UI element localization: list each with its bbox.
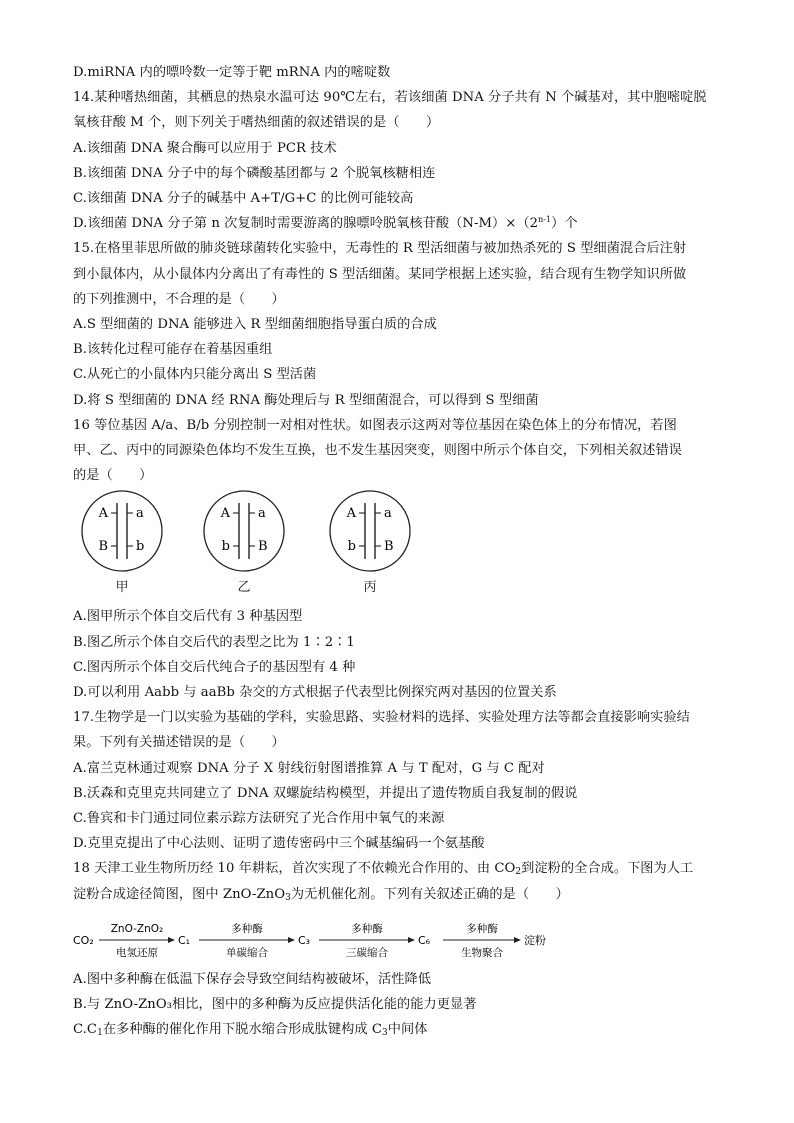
exam-page (73, 60, 723, 1043)
text-line: A.图中多种酶在低温下保存会导致空间结构被破坏，活性降低 (73, 971, 431, 987)
cell-name-label: 丙 (363, 580, 377, 596)
gene-label: b (136, 539, 145, 555)
catalyst-label: 多种酶 (466, 922, 498, 935)
cell-name-label: 甲 (115, 580, 129, 596)
text-line: D.克里克提出了中心法则、证明了遗传密码中三个碱基编码一个氨基酸 (73, 836, 485, 852)
arrow-head (168, 937, 175, 943)
cell-name-label: 乙 (237, 580, 251, 596)
arrow-head (514, 937, 521, 943)
text-line: C.该细菌 DNA 分子的碱基中 A+T/G+C 的比例可能较高 (73, 191, 414, 207)
cell-diagram (201, 488, 287, 596)
text-line: C.图丙所示个体自交后代纯合子的基因型有 4 种 (73, 659, 356, 675)
text-line: 16 等位基因 A/a、B/b 分别控制一对相对性状。如图表示这两对等位基因在染色体上的分布情况，若图 (73, 417, 677, 433)
text-line: D.miRNA 内的嘌呤数一定等于靶 mRNA 内的嘧啶数 (73, 65, 391, 80)
gene-label: a (384, 506, 392, 522)
question-16-17-options (73, 604, 723, 856)
cell-diagram (327, 488, 413, 596)
gene-label: b (347, 539, 356, 555)
arrow-head (288, 937, 295, 943)
gene-label: a (258, 506, 266, 522)
text-line: 氧核苷酸 M 个，则下列关于嗜热细菌的叙述错误的是（ ） (73, 115, 440, 131)
text-line: 的是（ ） (73, 468, 153, 484)
q18-option-c: $C.C_1$在多种酶的催化作用下脱水缩合形成肽键构成 $C_3$中间体 (73, 1022, 428, 1039)
process-label: 生物聚合 (461, 946, 503, 959)
pathway-product: C₁ (178, 933, 191, 947)
text-line: B.与 ZnO-ZnO₃相比，图中的多种酶为反应提供活化能的能力更显著 (73, 997, 477, 1013)
text-line: A.S 型细菌的 DNA 能够进入 R 型细菌细胞指导蛋白质的合成 (73, 317, 437, 333)
catalyst-label: 多种酶 (351, 922, 383, 935)
catalyst-label: 多种酶 (231, 922, 263, 935)
pathway-diagram (73, 913, 593, 965)
text-line: B.该转化过程可能存在着基因重组 (73, 342, 273, 358)
gene-label: B (384, 539, 394, 555)
cell-membrane (204, 491, 284, 571)
gene-label: a (136, 506, 144, 522)
q14-option-d: D.该细菌 DNA 分子第 n 次复制时需要游离的腺嘌呤脱氧核苷酸$(N-M)\times(2^{n-1})$个 (73, 215, 578, 232)
arrow-head (408, 937, 415, 943)
text-line: 果。下列有关描述错误的是（ ） (73, 735, 285, 751)
text-line: 的下列推测中，不合理的是（ ） (73, 291, 285, 307)
pathway-start: CO₂ (73, 933, 94, 947)
pathway-product: C₃ (298, 933, 311, 947)
text-line: 14.某种嗜热细菌，其栖息的热泉水温可达 90℃左右，若该细菌 DNA 分子共有 N 个碱基对，其中胞嘧啶脱 (73, 90, 707, 106)
gene-label: A (346, 506, 356, 522)
gene-label: b (221, 539, 230, 555)
chromosome-figure (73, 488, 723, 604)
starch-synthesis-pathway (73, 913, 723, 965)
gene-label: A (220, 506, 230, 522)
pathway-product: 淀粉 (524, 933, 546, 947)
question-15-16-block (73, 236, 723, 488)
cell-membrane (330, 491, 410, 571)
question-13-14-block (73, 60, 723, 211)
catalyst-label: ZnO-ZnO₂ (110, 922, 164, 935)
question-18-options (73, 967, 723, 1017)
text-line: D.可以利用 Aabb 与 aaBb 杂交的方式根据子代表型比例探究两对基因的位置关系 (73, 685, 557, 701)
text-line: A.该细菌 DNA 聚合酶可以应用于 PCR 技术 (73, 140, 337, 156)
q18-stem-line-2: 淀粉合成途径简图，图中 ZnO-ZnO$_3$为无机催化剂。下列有关叙述正确的是（ ） (73, 886, 569, 903)
process-label: 电氢还原 (116, 946, 158, 959)
text-line: C.鲁宾和卡门通过同位素示踪方法研究了光合作用中氧气的来源 (73, 811, 445, 827)
text-line: 甲、乙、丙中的同源染色体均不发生互换，也不发生基因突变，则图中所示个体自交，下列相关叙述错误 (73, 443, 682, 459)
text-line: B.该细菌 DNA 分子中的每个磷酸基团都与 2 个脱氧核糖相连 (73, 165, 436, 181)
process-label: 三碳缩合 (346, 946, 388, 959)
gene-label: B (258, 539, 268, 555)
pathway-product: C₆ (418, 933, 431, 947)
text-line: 17.生物学是一门以实验为基础的学科，实验思路、实验材料的选择、实验处理方法等都会直接影响实验结 (73, 710, 690, 726)
text-line: D.将 S 型细菌的 DNA 经 RNA 酶处理后与 R 型细菌混合，可以得到 S 型细菌 (73, 392, 539, 408)
cell-membrane (82, 491, 162, 571)
cell-diagram (79, 488, 165, 596)
q18-stem-line-1: 18 天津工业生物所历经 10 年耕耘，首次实现了不依赖光合作用的、由 $CO_2$到淀粉的全合成。下图为人工 (73, 861, 694, 878)
text-line: B.沃森和克里克共同建立了 DNA 双螺旋结构模型，并提出了遗传物质自我复制的假说 (73, 785, 578, 801)
text-line: B.图乙所示个体自交后代的表型之比为 1∶2∶1 (73, 634, 355, 650)
text-line: C.从死亡的小鼠体内只能分离出 S 型活菌 (73, 367, 317, 383)
text-line: 到小鼠体内，从小鼠体内分离出了有毒性的 S 型活细菌。某同学根据上述实验，结合现有生物学知识所做 (73, 266, 687, 282)
gene-label: B (98, 539, 108, 555)
text-line: A.图甲所示个体自交后代有 3 种基因型 (73, 609, 303, 625)
text-line: A.富兰克林通过观察 DNA 分子 X 射线衍射图谱推算 A 与 T 配对，G 与 C 配对 (73, 760, 545, 776)
text-line: 15.在格里菲思所做的肺炎链球菌转化实验中，无毒性的 R 型活细菌与被加热杀死的 S 型细菌混合后注射 (73, 241, 687, 257)
gene-label: A (98, 506, 108, 522)
process-label: 单碳缩合 (226, 946, 268, 959)
